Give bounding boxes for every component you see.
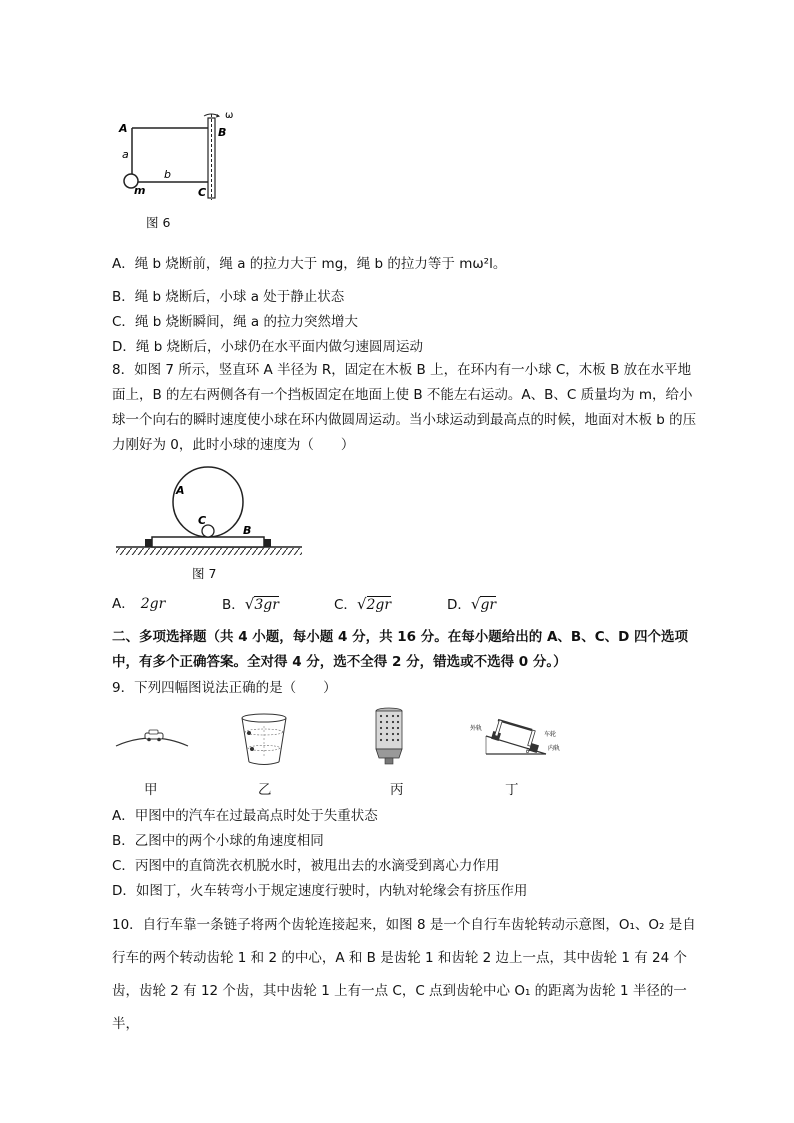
q8-option-c-expr: 2gr: [366, 597, 392, 613]
fig6-label-a: a: [122, 148, 129, 161]
q7-option-d: [112, 337, 423, 357]
fig7-label-A: A: [176, 484, 185, 497]
q8-option-b-letter: B．: [222, 597, 245, 613]
fig7-label-B: B: [243, 524, 252, 537]
q8-option-d: [447, 594, 496, 615]
q8-option-b: [222, 594, 279, 615]
q8-option-c: [334, 594, 391, 615]
q8-option-a-expr: 2gr: [140, 596, 166, 612]
q9-stem: 9．下列四幅图说法正确的是（ ）: [112, 680, 337, 696]
q9-figure-jia: [112, 722, 192, 752]
fig7-caption: 图 7: [192, 566, 217, 581]
q7-option-c: [112, 312, 358, 332]
ding-label-theta: θ: [526, 748, 530, 755]
q9-option-a: [112, 806, 378, 826]
q9-option-d-letter: D．: [112, 883, 136, 899]
q9-figure-ding: [470, 712, 580, 762]
q7-option-d-text: 绳 b 烧断后，小球仍在水平面内做匀速圆周运动: [135, 339, 424, 355]
q9-option-c-letter: C．: [112, 858, 135, 874]
q8-option-a-letter: A．: [112, 596, 135, 612]
q7-option-c-letter: C．: [112, 314, 135, 330]
q9-option-b: [112, 831, 324, 851]
q9-option-d: [112, 881, 527, 901]
fig6-label-m: m: [134, 184, 146, 197]
q8-option-d-letter: D．: [447, 597, 471, 613]
q8-stem: 8．如图 7 所示，竖直环 A 半径为 R，固定在木板 B 上，在环内有一小球 C，木板 B 放在水平地面上，B 的左右两侧各有一个挡板固定在地面上使 B 不能左右运动。A、B、C 质量均为 m，给小球一个向右的瞬时速度使小球在环内做圆周运动。当小球运动到最高点的时候，地面对木板 b 的压力刚好为 0，此时小球的速度为（ ）: [112, 362, 697, 453]
fig6-label-A: A: [119, 122, 128, 135]
q8-option-a: [112, 594, 165, 614]
q7-option-b-letter: B．: [112, 289, 135, 305]
q7-option-a: [112, 254, 506, 274]
fig6-caption: 图 6: [146, 215, 171, 230]
q9-option-b-letter: B．: [112, 833, 135, 849]
q9-label-ding: 丁: [505, 782, 519, 798]
section2-heading: 二、多项选择题（共 4 小题，每小题 4 分，共 16 分。在每小题给出的 A、B、C、D 四个选项中，有多个正确答案。全对得 4 分，选不全得 2 分，错选或不选得 0 分。）: [112, 629, 689, 670]
ding-label-outer: 外轨: [470, 725, 483, 732]
sqrt-icon: √: [470, 595, 481, 613]
q10-text: 10．自行车靠一条链子将两个齿轮连接起来，如图 8 是一个自行车齿轮转动示意图，O₁、O₂ 是自行车的两个转动齿轮 1 和 2 的中心，A 和 B 是齿轮 1 和齿轮 2 边上一点，其中齿轮 1 有 24 个齿，齿轮 2 有 12 个齿，其中齿轮 1 上有一点 C，C 点到齿轮中心 O₁ 的距离为齿轮 1 半径的一半，: [112, 917, 696, 1032]
q9-option-a-text: 甲图中的汽车在过最高点时处于失重状态: [134, 808, 378, 824]
figure-6: [112, 108, 242, 208]
q7-option-c-text: 绳 b 烧断瞬间，绳 a 的拉力突然增大: [134, 314, 358, 330]
q9-label-bing: 丙: [390, 782, 404, 798]
q9-option-d-text: 如图丁，火车转弯小于规定速度行驶时，内轨对轮缘会有挤压作用: [135, 883, 528, 899]
q7-option-a-text: 绳 b 烧断前，绳 a 的拉力大于 mg，绳 b 的拉力等于 mω²l。: [134, 256, 507, 272]
q8-option-c-letter: C．: [334, 597, 357, 613]
q7-option-b: [112, 287, 344, 307]
fig6-label-omega: ω: [225, 110, 234, 121]
q9-figure-bing: [371, 706, 407, 768]
q8-option-d-expr: gr: [480, 597, 497, 613]
q8-option-b-expr: 3gr: [254, 597, 279, 613]
fig6-label-B: B: [218, 126, 227, 139]
q9-label-yi: 乙: [258, 782, 272, 798]
q7-option-d-letter: D．: [112, 339, 136, 355]
q9-label-jia: 甲: [144, 782, 158, 798]
q7-option-a-letter: A．: [112, 256, 135, 272]
q9-option-c: [112, 856, 499, 876]
fig6-label-b: b: [164, 168, 171, 181]
fig6-label-C: C: [198, 186, 207, 199]
sqrt-icon: √: [244, 595, 255, 613]
ding-label-wheel: 车轮: [544, 731, 557, 738]
q9-figure-yi: [238, 712, 290, 768]
figure-7: [112, 462, 312, 562]
q7-option-b-text: 绳 b 烧断后，小球 a 处于静止状态: [134, 289, 345, 305]
q9-option-b-text: 乙图中的两个小球的角速度相同: [134, 833, 324, 849]
ding-label-inner: 内轨: [548, 745, 561, 752]
fig7-label-C: C: [198, 514, 207, 527]
q9-option-a-letter: A．: [112, 808, 135, 824]
sqrt-icon: √: [356, 595, 367, 613]
q9-option-c-text: 丙图中的直筒洗衣机脱水时，被甩出去的水滴受到离心力作用: [134, 858, 500, 874]
